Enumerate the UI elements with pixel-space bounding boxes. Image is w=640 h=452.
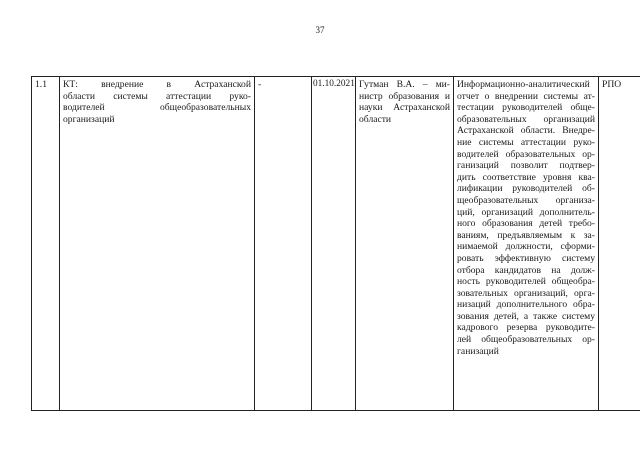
responsible-line: области [359, 113, 392, 125]
responsible-line: Гутман В.А. – ми- [359, 79, 450, 90]
result-line: зования детей, а также систему [457, 310, 595, 322]
event-line: водителей общеобразовательных [63, 102, 251, 114]
result-line: ваниям, предъявляемым к за- [457, 229, 595, 241]
result-line: ние системы аттестации руко- [457, 136, 595, 148]
responsible-line: нистр образования и [359, 90, 450, 102]
result-line: низаций дополнительного обра- [457, 299, 595, 311]
result-line: зовательных организаций, орга- [457, 287, 595, 299]
start-date: - [258, 79, 262, 90]
result-line: ганизаций позволит подтвер- [457, 160, 595, 172]
event-line: КТ: внедрение в Астраханской [63, 79, 251, 90]
result-line: нимаемой должности, сформи- [457, 241, 595, 253]
event-line: организаций [63, 113, 115, 125]
responsible-cell [356, 77, 454, 411]
control-cell [599, 77, 640, 411]
result-line: ность руководителей общеобра- [457, 276, 595, 288]
result-line: отчет о внедрении системы ат- [457, 90, 595, 102]
event-cell [60, 77, 255, 411]
page-number: 37 [315, 25, 325, 35]
result-line: ций, организаций дополнитель- [457, 206, 595, 218]
event-line: области системы аттестации руко- [63, 90, 251, 102]
plan-table [31, 76, 640, 411]
result-line: ганизаций [457, 345, 499, 357]
result-line: водителей образовательных ор- [457, 148, 595, 160]
result-line: ровать эффективную систему [457, 252, 595, 264]
result-line: кадрового резерва руководите- [457, 322, 595, 334]
result-line: Информационно-аналитический [457, 79, 590, 90]
end-date: 01.10.2021 [313, 79, 355, 89]
responsible-line: науки Астраханской [359, 102, 450, 114]
result-line: ного образования детей требо- [457, 218, 595, 230]
result-line: дить соответствие уровня ква- [457, 171, 595, 183]
control-value: РПО [602, 79, 622, 90]
table-row [32, 77, 640, 411]
result-line: отбора кандидатов на долж- [457, 264, 595, 276]
result-cell [454, 77, 599, 411]
result-line: лификации руководителей об- [457, 183, 595, 195]
result-line: Астраханской области. Внедре- [457, 125, 595, 137]
result-line: щеобразовательных организа- [457, 194, 595, 206]
result-line: образовательных организаций [457, 113, 595, 125]
start-date-cell [255, 77, 312, 411]
end-date-cell [312, 77, 356, 411]
result-line: лей общеобразовательных ор- [457, 334, 595, 346]
row-number-cell [32, 77, 60, 411]
result-line: тестации руководителей обще- [457, 102, 595, 114]
row-number: 1.1 [35, 79, 47, 90]
